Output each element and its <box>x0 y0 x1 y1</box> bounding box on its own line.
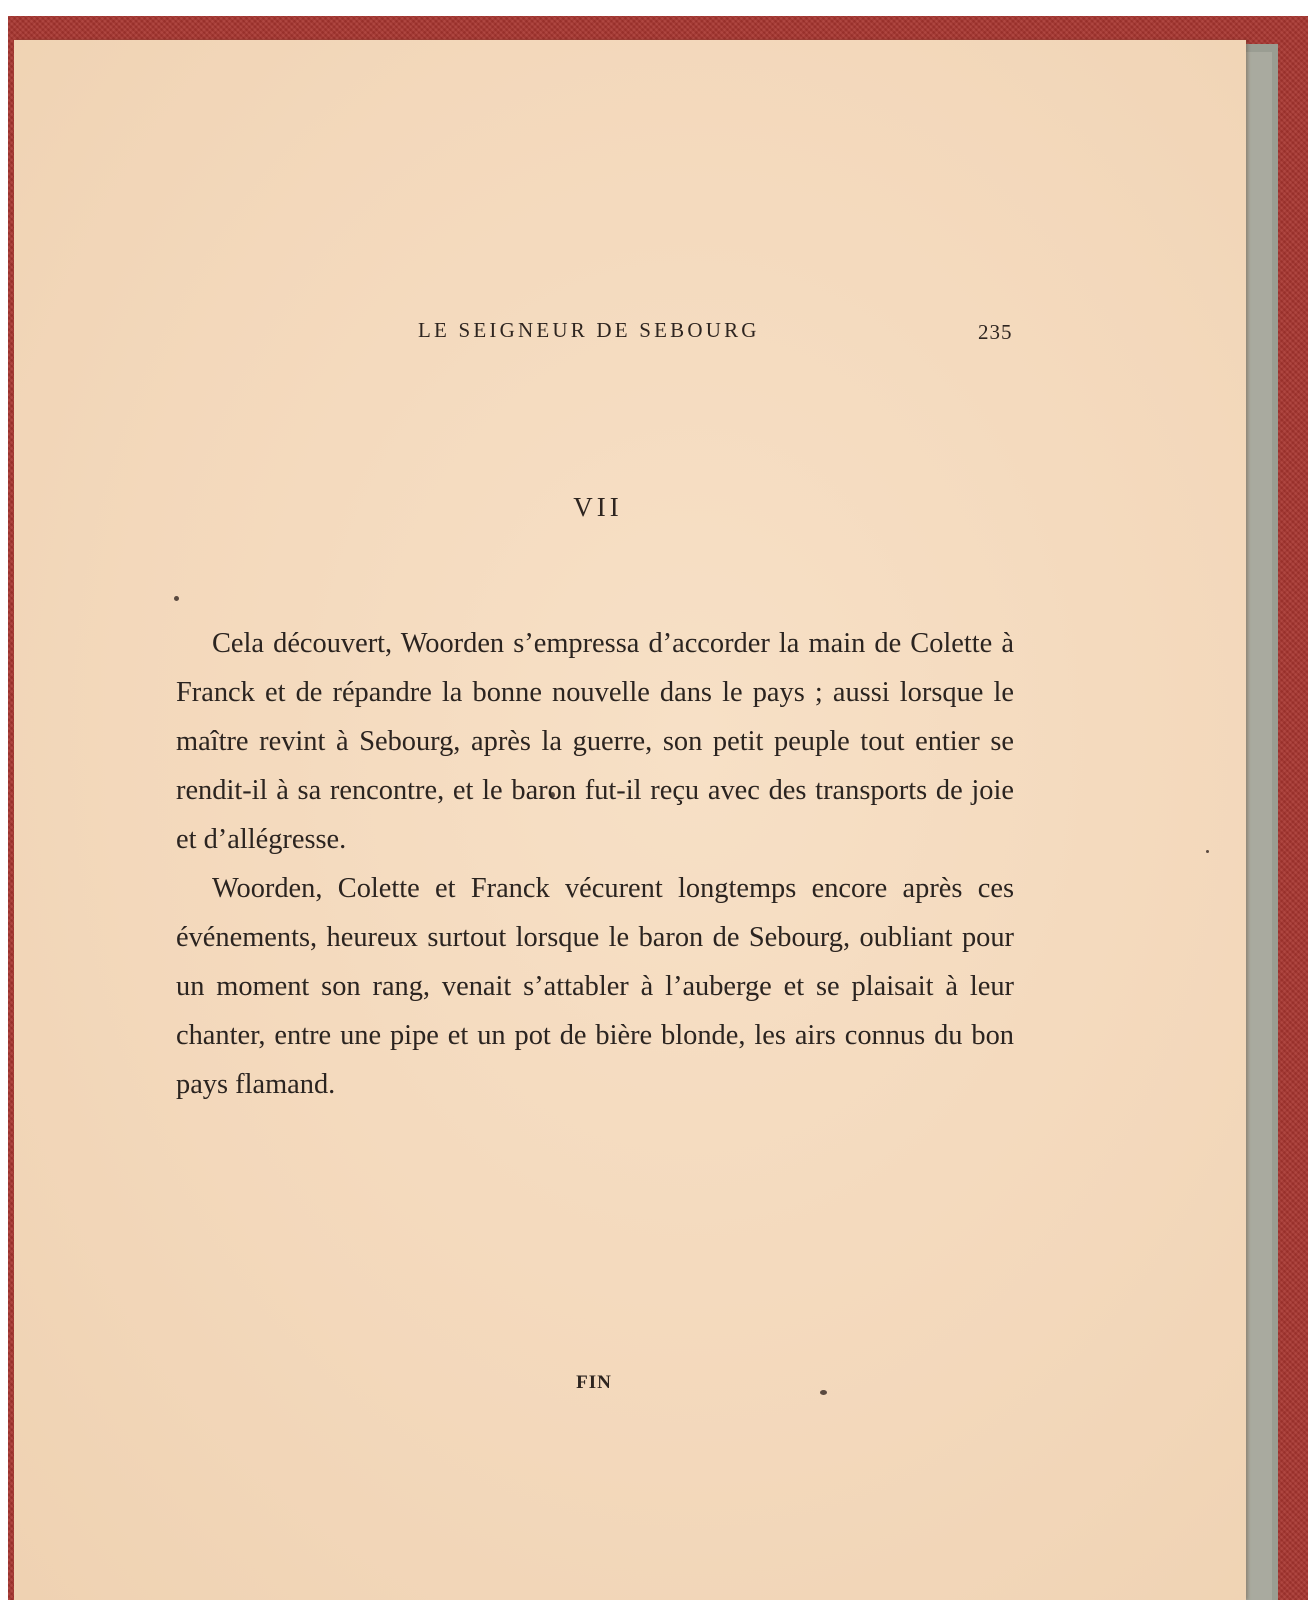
ending-mark: FIN <box>576 1372 612 1393</box>
paragraph: Woorden, Colette et Franck vécurent longtemps encore après ces événements, heureux surtout lorsque le baron de Sebourg, oubliant pour un moment son rang, venait s’attabler à l’auberge et se plaisait à leur chanter, entre une pipe et un pot de bière blonde, les airs connus du bon pays flamand. <box>176 873 1014 1100</box>
ink-speck <box>820 1390 827 1395</box>
page-number: 235 <box>978 320 1013 344</box>
chapter-number: VII <box>573 492 623 522</box>
ink-speck <box>174 596 179 601</box>
chapter-body <box>176 619 1014 1109</box>
ink-speck <box>1206 850 1209 853</box>
running-title: LE SEIGNEUR DE SEBOURG <box>418 318 760 342</box>
paragraph: Cela découvert, Woorden s’empressa d’accorder la main de Colette à Franck et de répandre la bonne nouvelle dans le pays ; aussi lorsque le maître revint à Sebourg, après la guerre, son petit peuple tout entier se rendit-il à sa rencontre, et le baron fut-il reçu avec des transports de joie et d’allégresse. <box>176 628 1014 855</box>
running-head <box>0 318 1308 348</box>
